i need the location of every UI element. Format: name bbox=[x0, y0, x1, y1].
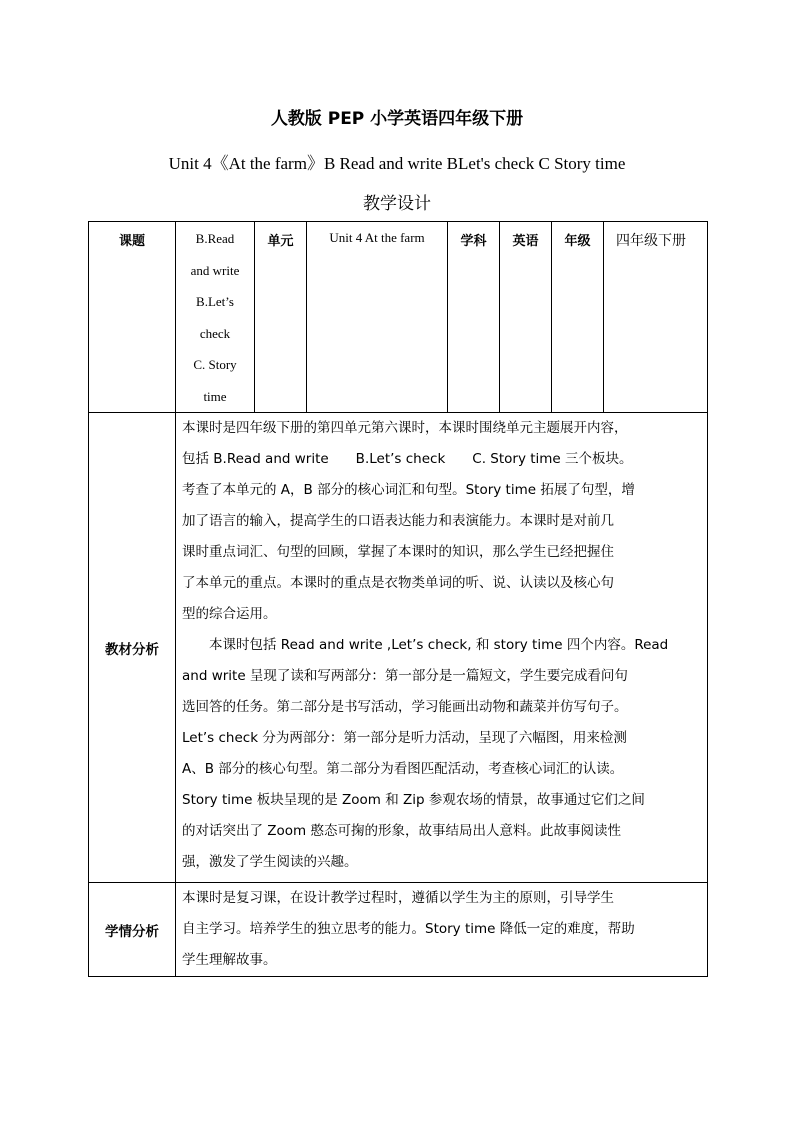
unit-value: Unit 4 At the farm bbox=[307, 222, 448, 413]
subject-label: 学科 bbox=[448, 222, 500, 413]
material-analysis-content bbox=[176, 413, 708, 883]
lesson-plan-table bbox=[88, 221, 708, 977]
paragraph-line: 自主学习。培养学生的独立思考的能力。Story time 降低一定的难度，帮助 bbox=[182, 921, 635, 937]
paragraph-line: 了本单元的重点。本课时的重点是衣物类单词的听、说、认读以及核心句 bbox=[182, 575, 614, 591]
topic-line: and write bbox=[190, 262, 240, 278]
paragraph-line: 学生理解故事。 bbox=[182, 952, 277, 968]
paragraph-line: 本课时是复习课，在设计教学过程时，遵循以学生为主的原则，引导学生 bbox=[182, 890, 614, 906]
paragraph-line: 课时重点词汇、句型的回顾，掌握了本课时的知识，那么学生已经把握住 bbox=[182, 544, 614, 560]
grade-label: 年级 bbox=[552, 222, 604, 413]
document-title: 人教版 PEP 小学英语四年级下册 bbox=[270, 109, 524, 129]
paragraph-line: 考查了本单元的 A，B 部分的核心词汇和句型。Story time 拓展了句型，增 bbox=[182, 482, 635, 498]
paragraph-line: Let’s check 分为两部分：第一部分是听力活动，呈现了六幅图，用来检测 bbox=[182, 730, 627, 746]
paragraph-line: 选回答的任务。第二部分是书写活动，学习能画出动物和蔬菜并仿写句子。 bbox=[182, 699, 628, 715]
subject-value: 英语 bbox=[500, 222, 552, 413]
grade-value: 四年级下册 bbox=[604, 222, 708, 413]
paragraph-line: 强，激发了学生阅读的兴趣。 bbox=[182, 854, 358, 870]
paragraph-line: Story time 板块呈现的是 Zoom 和 Zip 参观农场的情景，故事通过它们之间 bbox=[182, 792, 645, 808]
unit-label: 单元 bbox=[255, 222, 307, 413]
material-analysis-label: 教材分析 bbox=[89, 413, 176, 883]
material-analysis-row bbox=[89, 413, 708, 883]
paragraph-line: 的对话突出了 Zoom 憨态可掬的形象，故事结局出人意料。此故事阅读性 bbox=[182, 823, 621, 839]
paragraph-line: 本课时是四年级下册的第四单元第六课时，本课时围绕单元主题展开内容， bbox=[182, 420, 628, 436]
paragraph-line: A、B 部分的核心句型。第二部分为看图匹配活动，考查核心词汇的认读。 bbox=[182, 761, 624, 777]
paragraph-line: 加了语言的输入，提高学生的口语表达能力和表演能力。本课时是对前几 bbox=[182, 513, 614, 529]
document-type: 教学设计 bbox=[363, 194, 431, 214]
header-row bbox=[89, 222, 708, 413]
topic-line: B.Let’s bbox=[196, 294, 234, 309]
topic-value bbox=[176, 222, 255, 413]
document-subtitle: Unit 4《At the farm》B Read and write BLet's check C Story time bbox=[168, 154, 626, 173]
topic-line: time bbox=[203, 388, 227, 404]
paragraph-line: 型的综合运用。 bbox=[182, 606, 277, 622]
paragraph-line: 包括 B.Read and write B.Let’s check C. Story time 三个板块。 bbox=[182, 451, 633, 467]
topic-line: C. Story bbox=[193, 357, 237, 372]
student-analysis-content bbox=[176, 883, 708, 977]
paragraph-line: 本课时包括 Read and write ,Let’s check, 和 story time 四个内容。Read bbox=[209, 637, 669, 653]
paragraph-line: and write 呈现了读和写两部分：第一部分是一篇短文，学生要完成看问句 bbox=[182, 668, 628, 684]
student-analysis-row bbox=[89, 883, 708, 977]
student-analysis-label: 学情分析 bbox=[89, 883, 176, 977]
topic-line: B.Read bbox=[195, 231, 235, 246]
topic-line: check bbox=[199, 325, 231, 341]
topic-label: 课题 bbox=[89, 222, 176, 413]
